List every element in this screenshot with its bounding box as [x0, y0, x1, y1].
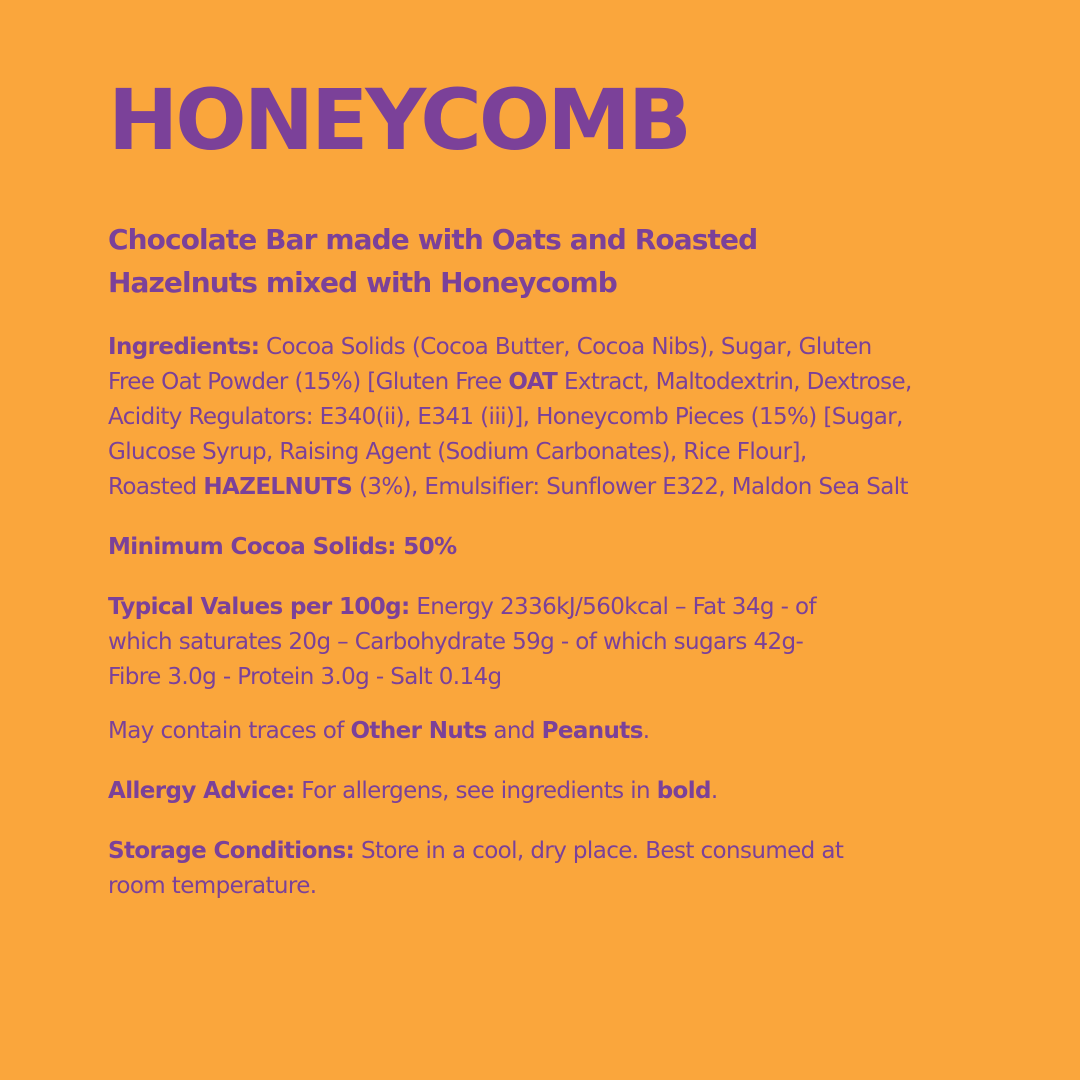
allergy-advice-label: Allergy Advice: [108, 778, 295, 804]
peanuts-text: Peanuts [541, 718, 643, 744]
allergy-advice-section [108, 774, 1008, 809]
ingredients-line-2: Free Oat Powder (15%) [Gluten Free OAT Extract, Maltodextrin, Dextrose, [108, 369, 912, 395]
cocoa-solids-text: Minimum Cocoa Solids: 50% [108, 534, 457, 560]
subtitle-line-2: Hazelnuts mixed with Honeycomb [108, 266, 617, 299]
ingredients-line-5: Roasted HAZELNUTS (3%), Emulsifier: Sunflower E322, Maldon Sea Salt [108, 474, 908, 500]
other-nuts-text: Other Nuts [350, 718, 487, 744]
product-label [108, 70, 1008, 904]
storage-conditions-label: Storage Conditions: [108, 838, 355, 864]
storage-conditions-section [108, 834, 1008, 904]
ingredients-line-1: Ingredients: Cocoa Solids (Cocoa Butter, Cocoa Nibs), Sugar, Gluten [108, 334, 872, 360]
cocoa-solids-section [108, 530, 1008, 565]
typical-values-line-3: Fibre 3.0g - Protein 3.0g - Salt 0.14g [108, 664, 502, 690]
storage-line-2: room temperature. [108, 873, 317, 899]
ingredients-label: Ingredients: [108, 334, 260, 360]
product-title: HONEYCOMB [108, 71, 689, 169]
ingredients-section [108, 330, 1008, 505]
allergen-hazelnuts: HAZELNUTS [203, 474, 353, 500]
subtitle-line-1: Chocolate Bar made with Oats and Roasted [108, 223, 758, 256]
typical-values-line-1: Typical Values per 100g: Energy 2336kJ/560kcal – Fat 34g - of [108, 594, 816, 620]
typical-values-label: Typical Values per 100g: [108, 594, 410, 620]
traces-line: May contain traces of Other Nuts and Peanuts. [108, 718, 650, 744]
allergen-oat: OAT [508, 369, 558, 395]
typical-values-section [108, 590, 1008, 695]
ingredients-line-4: Glucose Syrup, Raising Agent (Sodium Carbonates), Rice Flour], [108, 439, 807, 465]
ingredients-line-3: Acidity Regulators: E340(ii), E341 (iii)], Honeycomb Pieces (15%) [Sugar, [108, 404, 903, 430]
storage-line-1: Storage Conditions: Store in a cool, dry place. Best consumed at [108, 838, 844, 864]
product-subtitle [108, 218, 1008, 304]
bold-word: bold [656, 778, 711, 804]
traces-section [108, 714, 1008, 749]
typical-values-line-2: which saturates 20g – Carbohydrate 59g - of which sugars 42g- [108, 629, 804, 655]
allergy-advice-line: Allergy Advice: For allergens, see ingredients in bold. [108, 778, 718, 804]
